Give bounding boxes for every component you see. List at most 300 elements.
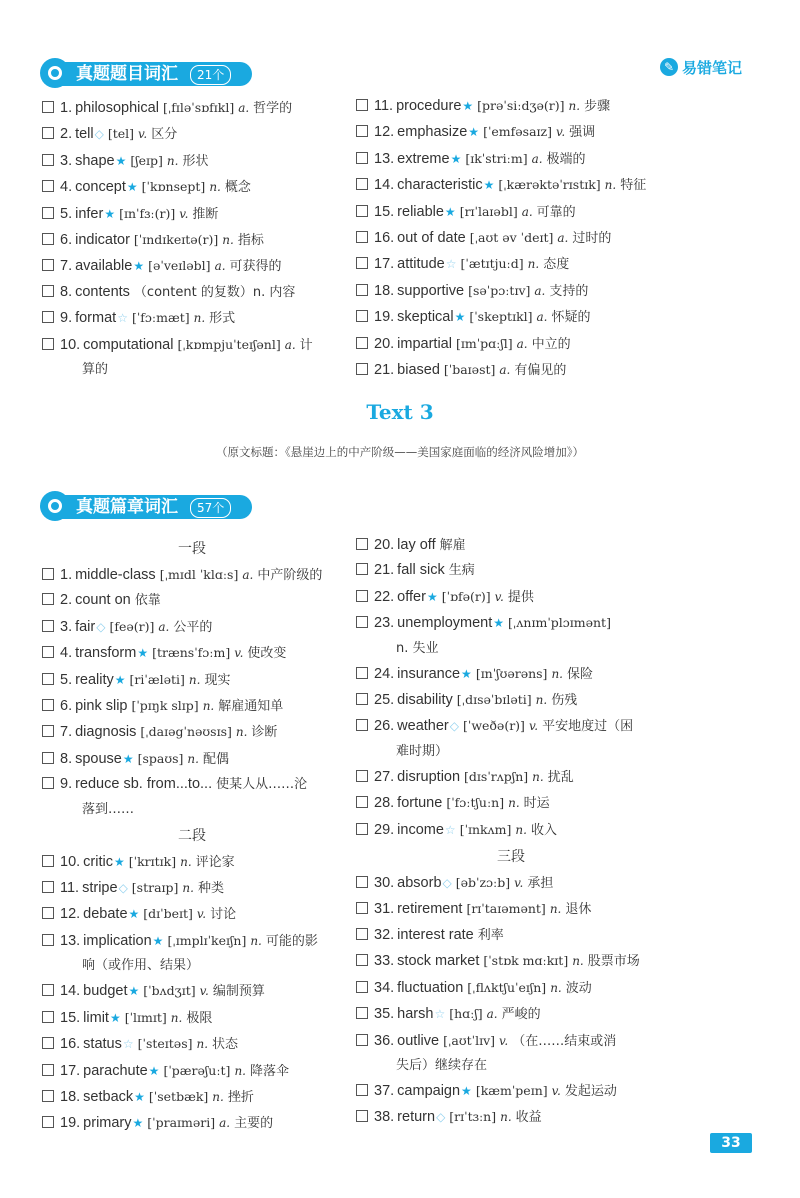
vocab-part-of-speech: n.: [196, 1037, 209, 1052]
star-icon: ★: [114, 672, 126, 687]
vocab-number: 19.: [374, 309, 395, 326]
vocab-phonetic: [riˈæləti]: [129, 671, 185, 687]
vocab-part-of-speech: a.: [531, 151, 543, 166]
star-icon: ★: [113, 854, 125, 869]
vocab-part-of-speech: n.: [212, 1089, 224, 1104]
vocab-meaning: 解雇: [439, 538, 466, 553]
vocab-word: fair: [75, 618, 96, 635]
vocab-meaning: 使改变: [247, 646, 287, 662]
checkbox[interactable]: [42, 725, 54, 737]
vocab-number: 20.: [374, 537, 395, 553]
original-title: （原文标题：《悬崖边上的中产阶级——美国家庭面临的经济风险增加》）: [216, 445, 584, 459]
vocab-meaning: 时运: [523, 796, 550, 812]
page-number: 33: [710, 1133, 752, 1153]
vocab-part-of-speech: a.: [214, 259, 226, 274]
checkbox[interactable]: [356, 928, 368, 940]
star-icon: ★: [132, 1116, 144, 1131]
vocab-item: [42, 332, 313, 382]
paragraph-label: 二段: [178, 827, 206, 844]
checkbox[interactable]: [42, 1011, 54, 1023]
vocab-part-of-speech: n.: [532, 769, 544, 784]
vocab-number: 7.: [60, 258, 73, 275]
vocab-number: 19.: [60, 1115, 81, 1132]
vocab-word: campaign: [397, 1082, 461, 1099]
vocab-part-of-speech: v.: [551, 1083, 561, 1098]
vocab-word: limit: [83, 1009, 109, 1026]
vocab-part-of-speech: n.: [187, 751, 199, 766]
vocab-item: [356, 304, 646, 330]
vocab-part-of-speech: v.: [514, 876, 524, 891]
vocab-number: 17.: [60, 1062, 81, 1079]
text-title: Text 3: [366, 400, 434, 424]
vocab-number: 2.: [60, 592, 73, 609]
vocab-part-of-speech: a.: [534, 283, 546, 298]
vocab-part-of-speech: n.: [572, 954, 584, 969]
checkbox[interactable]: [42, 207, 54, 219]
vocab-item: [356, 764, 666, 790]
vocab-number: 11.: [60, 880, 80, 897]
vocab-word: fluctuation: [397, 979, 464, 996]
vocab-phonetic: [rɪˈtɜːn]: [449, 1109, 497, 1125]
vocab-phonetic: [straɪp]: [131, 880, 179, 896]
vocab-word: reliable: [397, 203, 444, 220]
vocab-phonetic: [ˌfɪləˈsɒfɪkl]: [162, 100, 235, 115]
vocab-word: disability: [397, 692, 453, 709]
vocab-word: lay off: [397, 537, 436, 553]
vocab-word: contents: [75, 283, 130, 300]
vocab-word: format: [75, 310, 117, 327]
star-icon: ◇: [436, 1110, 446, 1125]
checkbox[interactable]: [42, 180, 54, 192]
vocab-meaning: 退休: [565, 902, 592, 918]
search-icon: [40, 58, 70, 88]
vocab-meaning: 区分: [151, 127, 178, 143]
vocab-meaning: （content 的复数）n. 内容: [133, 284, 296, 300]
vocab-phonetic: [ɪnˈʃʊərəns]: [475, 665, 548, 681]
checkbox[interactable]: [356, 719, 368, 731]
vocab-item: [356, 1078, 666, 1104]
vocab-number: 7.: [60, 724, 73, 741]
vocab-meaning: 利率: [477, 927, 504, 943]
vocab-word: out of date: [397, 230, 466, 247]
checkbox[interactable]: [356, 1034, 368, 1046]
vocab-meaning: 可获得的: [229, 259, 282, 275]
vocab-word: skeptical: [397, 309, 454, 326]
vocab-item: [42, 305, 313, 331]
vocab-item: [42, 121, 313, 147]
checkbox[interactable]: [356, 563, 368, 575]
vocab-item: [42, 719, 342, 745]
checkbox[interactable]: [356, 1007, 368, 1019]
passage-vocab-column-left: [42, 537, 342, 1137]
star-icon: ★: [468, 125, 480, 140]
vocab-word: procedure: [396, 98, 462, 114]
vocab-part-of-speech: n.: [193, 311, 206, 326]
vocab-item: [356, 975, 666, 1001]
checkbox[interactable]: [356, 1084, 368, 1096]
vocab-meaning-continued: 难时期）: [396, 743, 449, 759]
checkbox[interactable]: [42, 699, 54, 711]
vocab-phonetic: [ˈpraɪməri]: [147, 1115, 216, 1131]
checkbox[interactable]: [42, 1064, 54, 1076]
vocab-phonetic: [ˈɪndɪkeɪtə(r)]: [133, 232, 219, 248]
checkbox[interactable]: [42, 568, 54, 580]
checkbox[interactable]: [356, 310, 368, 322]
vocab-part-of-speech: n.: [549, 902, 562, 917]
vocab-part-of-speech: v.: [196, 907, 207, 922]
vocab-item: [356, 1001, 666, 1027]
vocab-item: [356, 1028, 666, 1078]
vocab-word: fortune: [397, 795, 443, 812]
vocab-phonetic: [ˌaʊtˈlɪv]: [443, 1032, 496, 1048]
vocab-meaning: 特征: [620, 178, 647, 194]
checkbox[interactable]: [356, 823, 368, 835]
vocab-item: [42, 95, 313, 121]
checkbox[interactable]: [356, 616, 368, 628]
vocab-part-of-speech: n.: [508, 796, 520, 811]
vocab-number: 16.: [374, 230, 395, 247]
vocab-meaning: 伤残: [551, 693, 578, 709]
star-icon: ★: [115, 153, 127, 168]
vocab-number: 1.: [60, 100, 73, 116]
vocab-part-of-speech: v.: [555, 125, 566, 140]
star-icon: ◇: [118, 881, 128, 896]
checkbox[interactable]: [356, 693, 368, 705]
vocab-word: supportive: [397, 282, 465, 299]
vocab-part-of-speech: v.: [179, 206, 189, 221]
vocab-item: [42, 174, 313, 200]
checkbox[interactable]: [356, 205, 368, 217]
vocab-meaning: 怀疑的: [551, 310, 591, 326]
star-icon: ★: [461, 1083, 472, 1098]
vocab-part-of-speech: n.: [515, 822, 527, 837]
vocab-meaning: 评论家: [195, 854, 235, 870]
checkbox[interactable]: [356, 125, 368, 137]
checkbox[interactable]: [356, 178, 368, 190]
checkbox[interactable]: [356, 538, 368, 550]
star-icon: ☆: [434, 1007, 446, 1022]
checkbox[interactable]: [356, 363, 368, 375]
star-icon: ★: [493, 616, 505, 631]
vocab-number: 8.: [60, 750, 73, 767]
star-icon: ★: [462, 99, 474, 113]
vocab-item: [356, 687, 666, 713]
vocab-number: 9.: [60, 776, 73, 793]
vocab-part-of-speech: n.: [551, 666, 563, 681]
vocab-meaning: 编制预算: [212, 984, 265, 1000]
vocab-meaning: 极端的: [546, 151, 586, 167]
vocab-item: [356, 896, 666, 922]
vocab-meaning-continued: 失后）继续存在: [396, 1057, 488, 1073]
vocab-meaning: 可靠的: [536, 204, 576, 220]
vocab-meaning: 过时的: [572, 231, 612, 247]
vocab-word: setback: [83, 1088, 134, 1105]
checkbox[interactable]: [42, 1090, 54, 1102]
vocab-item: [356, 357, 646, 383]
checkbox[interactable]: [356, 590, 368, 602]
vocab-part-of-speech: a.: [516, 336, 528, 351]
vocab-meaning: 挫折: [227, 1089, 254, 1105]
vocab-number: 34.: [374, 979, 395, 996]
vocab-part-of-speech: a.: [158, 619, 170, 634]
vocab-phonetic: [ˈbʌdʒɪt]: [143, 983, 196, 999]
star-icon: ★: [133, 259, 145, 274]
vocab-meaning: 强调: [569, 125, 596, 141]
vocab-number: 8.: [60, 283, 73, 300]
vocab-part-of-speech: n.: [250, 933, 262, 948]
vocab-word: stripe: [82, 880, 118, 897]
vocab-part-of-speech: n.: [527, 257, 540, 272]
vocab-meaning: 诊断: [251, 725, 278, 741]
vocab-meaning: 形状: [182, 153, 209, 169]
star-icon: ◇: [96, 619, 106, 634]
vocab-number: 33.: [374, 953, 395, 970]
vocab-item: [42, 978, 342, 1004]
checkbox[interactable]: [356, 284, 368, 296]
vocab-number: 12.: [60, 906, 81, 923]
vocab-item: [42, 928, 342, 978]
vocab-number: 20.: [374, 335, 395, 352]
checkbox[interactable]: [42, 620, 54, 632]
vocab-number: 21.: [374, 362, 395, 379]
star-icon: ★: [126, 180, 138, 195]
vocab-meaning: 提供: [507, 589, 534, 605]
vocab-number: 10.: [60, 336, 81, 353]
vocab-item: [356, 331, 646, 357]
checkbox[interactable]: [42, 752, 54, 764]
vocab-item: [356, 870, 666, 896]
vocab-phonetic: [ˈbaɪəst]: [443, 362, 496, 378]
vocab-item: [356, 817, 666, 843]
vocab-part-of-speech: v.: [138, 127, 148, 142]
vocab-word: tell: [75, 126, 94, 143]
vocab-word: weather: [397, 718, 449, 735]
checkbox[interactable]: [356, 337, 368, 349]
vocab-phonetic: [rɪˈtaɪəmənt]: [466, 901, 546, 917]
vocab-word: available: [75, 258, 133, 275]
vocab-meaning: 解雇通知单: [218, 699, 284, 715]
vocab-number: 11.: [374, 98, 394, 114]
vocab-part-of-speech: a.: [521, 204, 533, 219]
vocab-meaning: 种类: [197, 881, 224, 897]
vocab-phonetic: [ˌflʌktʃuˈeɪʃn]: [467, 979, 547, 995]
checkbox[interactable]: [42, 907, 54, 919]
vocab-number: 3.: [60, 152, 73, 169]
vocab-phonetic: [ˈweðə(r)]: [463, 718, 525, 734]
checkbox[interactable]: [42, 233, 54, 245]
vocab-number: 18.: [374, 282, 395, 299]
checkbox[interactable]: [42, 285, 54, 297]
vocab-phonetic: [ˌkærəktəˈrɪstɪk]: [498, 177, 601, 193]
vocab-item: [356, 558, 666, 583]
checkbox[interactable]: [42, 1116, 54, 1128]
star-icon: ★: [444, 204, 456, 219]
vocab-part-of-speech: n.: [202, 699, 215, 714]
vocab-phonetic: [ˈfɔːmæt]: [131, 310, 190, 326]
vocab-word: stock market: [397, 953, 480, 970]
checkbox[interactable]: [42, 855, 54, 867]
vocab-part-of-speech: a.: [536, 310, 548, 325]
checkbox[interactable]: [356, 981, 368, 993]
vocab-number: 17.: [374, 256, 395, 273]
vocab-phonetic: [ɪnˈfɜː(r)]: [119, 205, 176, 221]
vocab-word: count on: [75, 592, 131, 609]
vocab-item: [42, 227, 313, 253]
checkbox[interactable]: [356, 257, 368, 269]
checkbox[interactable]: [42, 311, 54, 323]
checkbox[interactable]: [42, 338, 54, 350]
vocab-word: status: [83, 1036, 122, 1053]
vocab-number: 10.: [60, 853, 81, 870]
vocab-phonetic: [ˈkɒnsept]: [141, 179, 206, 195]
checkbox[interactable]: [356, 902, 368, 914]
checkbox[interactable]: [356, 770, 368, 782]
vocab-meaning: 生病: [448, 563, 475, 579]
vocab-word: insurance: [397, 665, 461, 682]
vocab-word: shape: [75, 152, 115, 169]
vocab-phonetic: [spaʊs]: [137, 750, 184, 766]
star-icon: ☆: [444, 822, 456, 837]
vocab-part-of-speech: n.: [568, 99, 581, 113]
vocab-phonetic: [ˌdɪsəˈbɪləti]: [456, 692, 532, 708]
vocab-part-of-speech: v.: [499, 1033, 509, 1048]
vocab-item: [42, 693, 342, 719]
checkbox[interactable]: [42, 984, 54, 996]
vocab-word: concept: [75, 179, 126, 196]
vocab-item: [42, 901, 342, 927]
vocab-word: impartial: [397, 335, 452, 352]
checkbox[interactable]: [356, 667, 368, 679]
vocab-meaning: 步骤: [584, 99, 611, 114]
checkbox[interactable]: [356, 876, 368, 888]
star-icon: ★: [148, 1063, 160, 1078]
vocab-meaning: 可能的影: [265, 933, 318, 949]
checkbox[interactable]: [42, 881, 54, 893]
star-icon: ★: [152, 933, 164, 948]
checkbox[interactable]: [356, 99, 368, 111]
checkbox[interactable]: [42, 1037, 54, 1049]
vocab-part-of-speech: v.: [234, 646, 244, 661]
vocab-phonetic: [dɪsˈrʌpʃn]: [464, 768, 529, 784]
vocab-word: indicator: [75, 232, 130, 249]
vocab-number: 12.: [374, 124, 395, 141]
vocab-phonetic: [ˈemfəsaɪz]: [483, 124, 552, 140]
section-count-badge: 21个: [190, 65, 231, 85]
vocab-part-of-speech: n.: [180, 854, 192, 869]
vocab-phonetic: [ˈpɪŋk slɪp]: [131, 698, 199, 714]
checkbox[interactable]: [42, 673, 54, 685]
vocab-phonetic: [ʃeɪp]: [130, 152, 163, 168]
vocab-word: unemployment: [397, 615, 493, 632]
vocab-word: implication: [83, 932, 152, 949]
checkbox[interactable]: [42, 934, 54, 946]
vocab-item: [42, 640, 342, 666]
checkbox[interactable]: [42, 646, 54, 658]
vocab-number: 35.: [374, 1006, 395, 1023]
vocab-meaning-continued: n. 失业: [396, 640, 439, 656]
vocab-word: outlive: [397, 1032, 440, 1049]
vocab-item: [356, 93, 646, 119]
checkbox[interactable]: [356, 954, 368, 966]
vocab-phonetic: [ˌdaɪəgˈnəʊsɪs]: [140, 724, 232, 740]
vocab-item: [42, 1110, 342, 1136]
vocab-item: [356, 251, 646, 277]
star-icon: ◇: [94, 127, 104, 142]
vocab-word: interest rate: [397, 926, 474, 943]
checkbox[interactable]: [42, 777, 54, 789]
vocab-part-of-speech: a.: [486, 1007, 498, 1022]
vocab-meaning: 扰乱: [547, 769, 574, 785]
vocab-number: 13.: [374, 150, 395, 167]
vocab-word: middle-class: [75, 567, 156, 583]
vocab-part-of-speech: n.: [209, 180, 221, 195]
checkbox[interactable]: [42, 127, 54, 139]
checkbox[interactable]: [42, 259, 54, 271]
vocab-item: [356, 199, 646, 225]
checkbox[interactable]: [356, 796, 368, 808]
vocab-word: disruption: [397, 768, 461, 785]
vocab-item: [356, 661, 666, 687]
checkbox[interactable]: [356, 231, 368, 243]
checkbox[interactable]: [42, 593, 54, 605]
vocab-item: [356, 278, 646, 304]
vocab-number: 22.: [374, 588, 395, 605]
vocab-phonetic: [dɪˈbeɪt]: [143, 906, 193, 922]
star-icon: ◇: [449, 719, 459, 734]
vocab-number: 6.: [60, 698, 73, 715]
vocab-item: [356, 948, 666, 974]
checkbox[interactable]: [356, 152, 368, 164]
vocab-number: 23.: [374, 615, 395, 632]
vocab-word: infer: [75, 205, 104, 222]
vocab-part-of-speech: a.: [238, 101, 250, 115]
vocab-part-of-speech: n.: [235, 725, 248, 740]
vocab-meaning: 指标: [237, 233, 264, 249]
vocab-part-of-speech: a.: [557, 231, 569, 246]
vocab-meaning: 支持的: [549, 283, 589, 299]
vocab-phonetic: [ˈɒfə(r)]: [441, 588, 491, 604]
star-icon: ◇: [442, 876, 452, 891]
vocab-number: 13.: [60, 932, 81, 949]
vocab-item: [42, 746, 342, 772]
vocab-meaning: 发起运动: [564, 1083, 617, 1099]
star-icon: ★: [454, 310, 466, 325]
pencil-icon: ✎: [660, 58, 678, 76]
vocab-item: [42, 772, 342, 821]
vocab-meaning: 收入: [530, 822, 557, 838]
vocab-item: [356, 923, 666, 948]
vocab-meaning: 严峻的: [501, 1007, 541, 1023]
checkbox[interactable]: [356, 1110, 368, 1122]
vocab-part-of-speech: n.: [166, 153, 179, 168]
vocab-meaning: 极限: [186, 1010, 213, 1026]
vocab-word: return: [397, 1109, 436, 1126]
vocab-phonetic: [ˌʌnɪmˈplɔɪmənt]: [508, 615, 611, 631]
vocab-item: [42, 1031, 342, 1057]
vocab-part-of-speech: n.: [234, 1063, 246, 1078]
vocab-word: philosophical: [75, 100, 159, 116]
checkbox[interactable]: [42, 154, 54, 166]
search-icon: [40, 491, 70, 521]
vocab-phonetic: [kæmˈpeɪn]: [475, 1082, 548, 1098]
vocab-number: 26.: [374, 718, 395, 735]
checkbox[interactable]: [42, 101, 54, 113]
star-icon: ★: [134, 1089, 145, 1104]
vocab-number: 27.: [374, 768, 395, 785]
vocab-number: 37.: [374, 1082, 395, 1099]
passage-vocab-column-right: [356, 533, 666, 1131]
vocab-number: 16.: [60, 1036, 81, 1053]
